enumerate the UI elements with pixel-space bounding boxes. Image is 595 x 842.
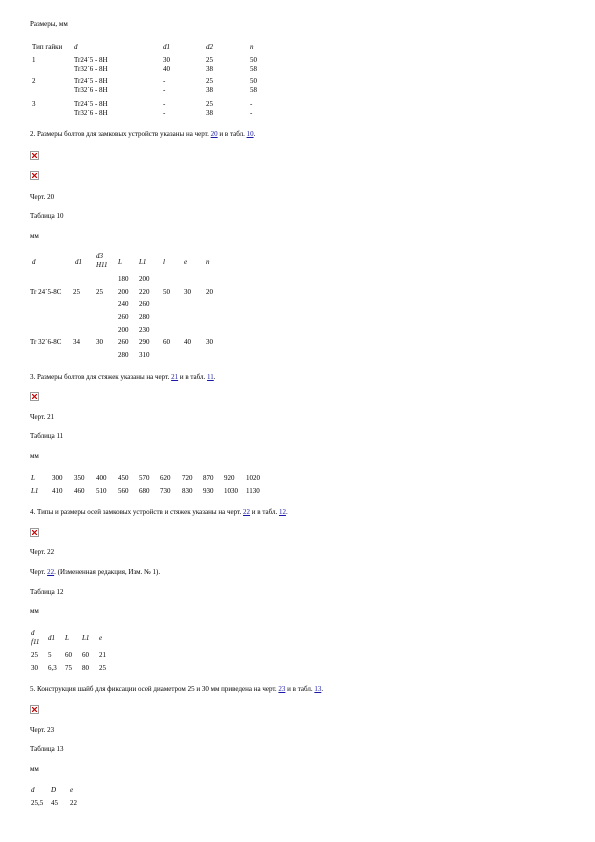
- table-10-cell: 310: [139, 351, 150, 359]
- table-11-cell: 460: [74, 487, 85, 495]
- link-drawing-21[interactable]: 21: [171, 373, 179, 381]
- table-10-cell: Tr 32´6-8C: [30, 338, 62, 346]
- table-10-header-d3: d3 H11: [96, 252, 108, 269]
- table-11-cell: 510: [96, 487, 107, 495]
- table-10-title: Таблица 10: [30, 212, 64, 220]
- table-13-header-e: e: [70, 786, 74, 794]
- table-10-cell: 260: [118, 338, 129, 346]
- table-12-cell: 30: [31, 664, 38, 672]
- sizes-label: Размеры, мм: [30, 20, 68, 28]
- drawing-21-caption: Черт. 21: [30, 413, 55, 421]
- table-10-header-L: L: [118, 258, 122, 266]
- table-10-cell: 200: [118, 326, 129, 334]
- paragraph-5: 5. Конструкция шайб для фиксации осей диаметром 25 и 30 мм приведена на черт. 23 и в табл. 13.: [30, 685, 324, 693]
- table-10-cell: 25: [73, 288, 80, 296]
- table-11-cell: 830: [182, 487, 193, 495]
- link-drawing-23[interactable]: 23: [278, 685, 286, 693]
- drawing-22-amendment-note: Черт. 22. (Измененная редакция, Изм. № 1).: [30, 568, 161, 576]
- nut-row-d: Tr24´5 - 8H Tr32´6 - 8H: [74, 56, 108, 73]
- nut-table-header-type: Тип гайки: [32, 43, 63, 51]
- table-12-cell: 60: [82, 651, 89, 659]
- broken-image-icon: [30, 392, 39, 401]
- table-10-header-l: l: [163, 258, 165, 266]
- table-12-cell: 25: [31, 651, 38, 659]
- table-12-title: Таблица 12: [30, 588, 64, 596]
- table-10-cell: 25: [96, 288, 103, 296]
- table-11-cell: 450: [118, 474, 129, 482]
- nut-table-header-d1: d1: [163, 43, 170, 51]
- nut-row-n: - -: [250, 100, 253, 117]
- table-11-cell: 920: [224, 474, 235, 482]
- table-11-cell: 350: [74, 474, 85, 482]
- table-10-cell: 34: [73, 338, 80, 346]
- table-11-cell: 300: [52, 474, 63, 482]
- table-11-cell: 680: [139, 487, 150, 495]
- table-12-cell: 80: [82, 664, 89, 672]
- table-10-cell: 200: [118, 288, 129, 296]
- table-11-cell: 400: [96, 474, 107, 482]
- table-13-cell: 22: [70, 799, 77, 807]
- unit-label: мм: [30, 765, 39, 773]
- broken-image-icon: [30, 528, 39, 537]
- link-table-13[interactable]: 13: [314, 685, 322, 693]
- table-10-cell: 220: [139, 288, 150, 296]
- unit-label: мм: [30, 607, 39, 615]
- table-11-cell: 930: [203, 487, 214, 495]
- nut-row-n: 50 58: [250, 56, 257, 73]
- table-10-cell: 290: [139, 338, 150, 346]
- table-12-cell: 75: [65, 664, 72, 672]
- nut-row-d2: 25 38: [206, 56, 213, 73]
- table-11-cell: 620: [160, 474, 171, 482]
- table-10-cell: 50: [163, 288, 170, 296]
- table-10-cell: 180: [118, 275, 129, 283]
- table-10-cell: 60: [163, 338, 170, 346]
- nut-row-d: Tr24´5 - 8H Tr32´6 - 8H: [74, 100, 108, 117]
- table-11-cell: 1130: [246, 487, 260, 495]
- nut-row-d2: 25 38: [206, 77, 213, 94]
- drawing-22-caption: Черт. 22: [30, 548, 55, 556]
- nut-row-d1: - -: [163, 100, 166, 117]
- unit-label: мм: [30, 232, 39, 240]
- link-drawing-22-amendment[interactable]: 22: [47, 568, 55, 576]
- nut-row-type: 3: [32, 100, 36, 108]
- table-10-header-d: d: [32, 258, 36, 266]
- table-10-cell: 30: [96, 338, 103, 346]
- drawing-23-caption: Черт. 23: [30, 726, 55, 734]
- table-12-cell: 25: [99, 664, 106, 672]
- table-12-cell: 6,3: [48, 664, 57, 672]
- table-10-header-e: e: [184, 258, 188, 266]
- table-10-header-d1: d1: [75, 258, 82, 266]
- table-11-cell: 870: [203, 474, 214, 482]
- nut-row-d: Tr24´5 - 8H Tr32´6 - 8H: [74, 77, 108, 94]
- table-11-cell: 560: [118, 487, 129, 495]
- table-11-cell: 730: [160, 487, 171, 495]
- table-10-cell: 40: [184, 338, 191, 346]
- table-10-cell: 20: [206, 288, 213, 296]
- table-10-header-n: n: [206, 258, 210, 266]
- paragraph-3: 3. Размеры болтов для стяжек указаны на черт. 21 и в табл. 11.: [30, 373, 216, 381]
- link-table-12[interactable]: 12: [278, 508, 286, 516]
- table-13-header-D: D: [51, 786, 57, 794]
- table-11-cell: 410: [52, 487, 63, 495]
- table-12-cell: 60: [65, 651, 72, 659]
- nut-row-type: 2: [32, 77, 36, 85]
- table-13-header-d: d: [31, 786, 35, 794]
- nut-row-d1: 30 40: [163, 56, 170, 73]
- table-11-cell: 1030: [224, 487, 238, 495]
- table-12-cell: 21: [99, 651, 106, 659]
- table-11-cell: 720: [182, 474, 193, 482]
- nut-row-d2: 25 38: [206, 100, 213, 117]
- nut-table-header-n: n: [250, 43, 254, 51]
- nut-row-n: 50 58: [250, 77, 257, 94]
- link-table-11[interactable]: 11: [207, 373, 214, 381]
- table-10-cell: 280: [139, 313, 150, 321]
- link-table-10[interactable]: 10: [246, 130, 254, 138]
- table-10-cell: 240: [118, 300, 129, 308]
- table-13-title: Таблица 13: [30, 745, 64, 753]
- broken-image-icon: [30, 171, 39, 180]
- table-12-header-L1: L1: [82, 634, 90, 642]
- table-12-header-L: L: [65, 634, 69, 642]
- nut-table-header-d: d: [74, 43, 78, 51]
- table-13-cell: 25,5: [31, 799, 44, 807]
- broken-image-icon: [30, 151, 39, 160]
- unit-label: мм: [30, 452, 39, 460]
- table-11-cell: 1020: [246, 474, 260, 482]
- table-10-cell: 260: [139, 300, 150, 308]
- table-11-row-label: L1: [31, 487, 39, 495]
- table-10-header-L1: L1: [139, 258, 147, 266]
- table-10-cell: 30: [206, 338, 213, 346]
- table-10-cell: 30: [184, 288, 191, 296]
- table-10-cell: 200: [139, 275, 150, 283]
- nut-row-d1: - -: [163, 77, 166, 94]
- nut-row-type: 1: [32, 56, 36, 64]
- link-drawing-20[interactable]: 20: [210, 130, 218, 138]
- table-11-cell: 570: [139, 474, 150, 482]
- table-12-header-e: e: [99, 634, 103, 642]
- nut-table-header-d2: d2: [206, 43, 213, 51]
- table-11-row-label: L: [31, 474, 35, 482]
- table-10-cell: 230: [139, 326, 150, 334]
- table-13-cell: 45: [51, 799, 58, 807]
- table-11-title: Таблица 11: [30, 432, 64, 440]
- drawing-20-caption: Черт. 20: [30, 193, 55, 201]
- table-12-header-d: d f11: [31, 629, 40, 646]
- paragraph-2: 2. Размеры болтов для замковых устройств указаны на черт. 20 и в табл. 10.: [30, 130, 256, 138]
- broken-image-icon: [30, 705, 39, 714]
- table-12-header-d1: d1: [48, 634, 55, 642]
- table-10-cell: 260: [118, 313, 129, 321]
- table-10-cell: Tr 24´5-8C: [30, 288, 62, 296]
- table-10-cell: 280: [118, 351, 129, 359]
- table-12-cell: 5: [48, 651, 52, 659]
- paragraph-4: 4. Типы и размеры осей замковых устройств и стяжек указаны на черт. 22 и в табл. 12.: [30, 508, 288, 516]
- link-drawing-22[interactable]: 22: [243, 508, 251, 516]
